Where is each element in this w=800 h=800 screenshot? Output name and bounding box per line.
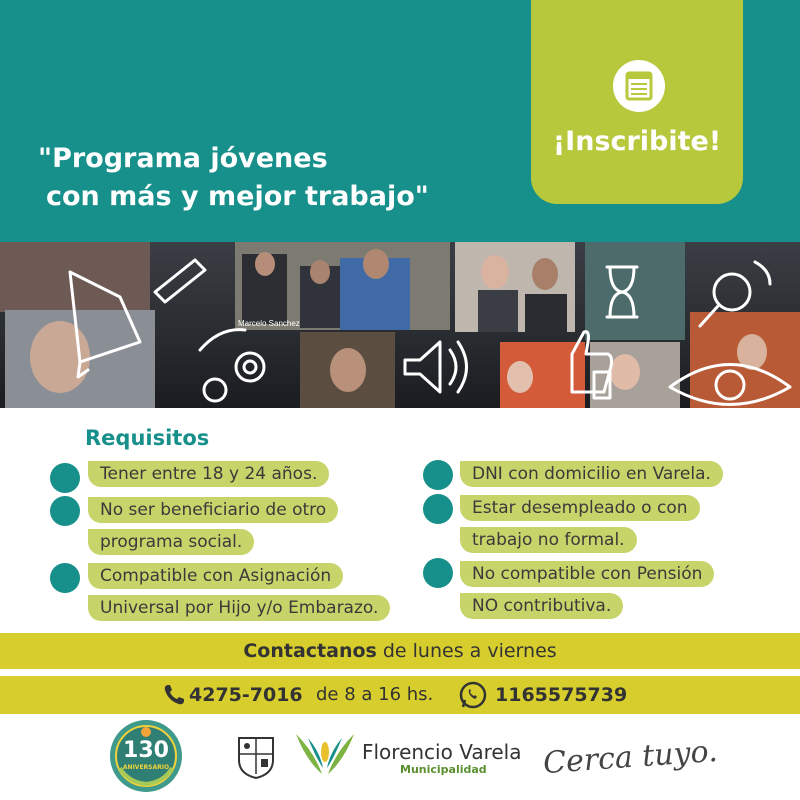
name-tag: Marcelo Sanchez [238, 319, 300, 328]
requirement-not-beneficiary-line1: No ser beneficiario de otro [88, 497, 338, 523]
phone-icon [162, 683, 186, 707]
requirement-dni: DNI con domicilio en Varela. [460, 461, 723, 487]
video-call-photo [0, 242, 800, 408]
badge-number: 130 [123, 738, 169, 763]
bullet-dot [423, 558, 453, 588]
bullet-dot [50, 463, 80, 493]
contact-details [0, 676, 800, 714]
brand-subtitle: Municipalidad [400, 763, 487, 776]
municipal-shield [237, 734, 275, 785]
requirements-title: Requisitos [85, 426, 210, 450]
inscribite-label: ¡Inscribite! [552, 126, 722, 157]
slogan: Cerca tuyo. [541, 733, 719, 782]
office-hours: de 8 a 16 hs. [316, 684, 434, 705]
phone-number[interactable]: 4275-7016 [189, 684, 303, 706]
bullet-dot [423, 460, 453, 490]
bullet-dot [423, 494, 453, 524]
anniversary-badge [108, 718, 184, 794]
whatsapp-number[interactable]: 1165575739 [495, 684, 628, 706]
bullet-dot [50, 496, 80, 526]
requirement-unemployed-line1: Estar desempleado o con [460, 495, 700, 521]
requirement-pension-line2: NO contributiva. [460, 593, 623, 619]
requirement-pension-line1: No compatible con Pensión [460, 561, 714, 587]
program-title [38, 140, 429, 216]
florencio-varela-logo [292, 730, 358, 783]
contact-heading-rest: de lunes a viernes [376, 640, 557, 662]
badge-text: ANIVERSARIO [122, 764, 170, 771]
contact-heading-bold: Contactanos [243, 640, 377, 662]
requirement-not-beneficiary-line2: programa social. [88, 529, 254, 555]
title-line-1: "Programa jóvenes [38, 143, 328, 174]
requirement-unemployed-line2: trabajo no formal. [460, 527, 637, 553]
contact-heading [0, 633, 800, 669]
form-icon [613, 60, 665, 112]
title-line-2: con más y mejor trabajo" [46, 181, 429, 212]
bullet-dot [50, 563, 80, 593]
requirement-auh-line2: Universal por Hijo y/o Embarazo. [88, 595, 390, 621]
brand-name: Florencio Varela [362, 740, 522, 764]
whatsapp-icon [458, 680, 488, 710]
requirement-auh-line1: Compatible con Asignación [88, 563, 343, 589]
requirement-age: Tener entre 18 y 24 años. [88, 461, 329, 487]
inscribite-button[interactable] [531, 0, 743, 204]
